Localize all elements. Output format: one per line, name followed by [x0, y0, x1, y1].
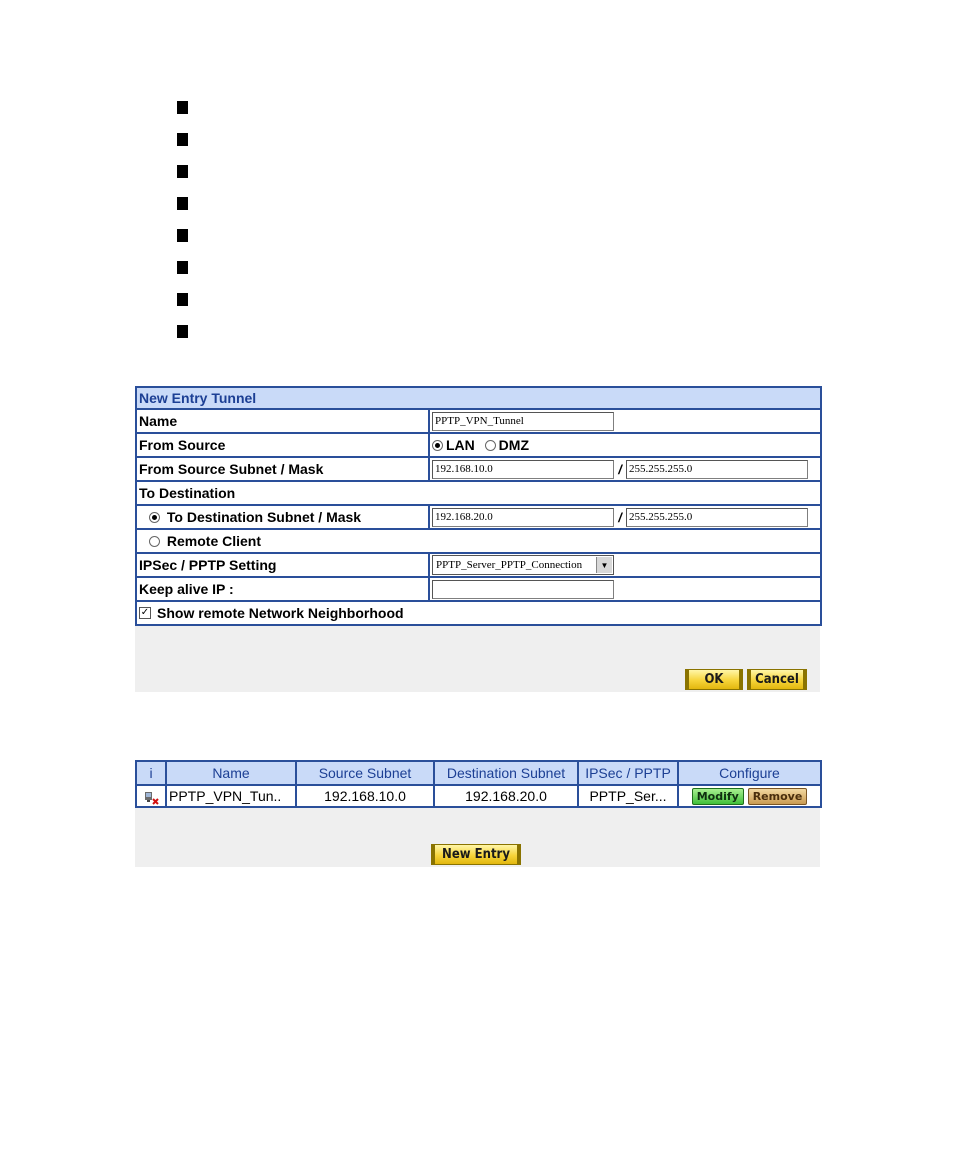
- tunnel-list-table: [135, 760, 822, 808]
- column-header-info: i: [136, 761, 166, 785]
- from-source-cell: [429, 433, 821, 457]
- modify-button[interactable]: Modify: [692, 788, 744, 805]
- ipsec-select[interactable]: [432, 555, 614, 575]
- slash-separator: /: [618, 461, 622, 477]
- bullet-square-icon: [177, 165, 188, 178]
- bullet-square-icon: [177, 133, 188, 146]
- name-cell: [429, 409, 821, 433]
- dest-mask-input[interactable]: 255.255.255.0: [626, 508, 808, 527]
- tunnel-disconnected-icon: [143, 789, 159, 805]
- new-entry-tunnel-panel: [135, 386, 820, 692]
- bullet-square-icon: [177, 325, 188, 338]
- table-header-row: [136, 761, 821, 785]
- tunnel-configure-cell: [678, 785, 821, 807]
- remote-client-label: Remote Client: [166, 533, 262, 549]
- source-subnet-input[interactable]: 192.168.10.0: [432, 460, 614, 479]
- ipsec-label: IPSec / PPTP Setting: [136, 553, 429, 577]
- source-mask-input[interactable]: 255.255.255.0: [626, 460, 808, 479]
- tunnel-source-cell: 192.168.10.0: [296, 785, 434, 807]
- bullet-square-icon: [177, 261, 188, 274]
- bullet-square-icon: [177, 197, 188, 210]
- ipsec-cell: [429, 553, 821, 577]
- tunnel-name-cell: PPTP_VPN_Tun..: [166, 785, 296, 807]
- bullet-square-icon: [177, 229, 188, 242]
- new-entry-button[interactable]: New Entry: [431, 844, 521, 865]
- keepalive-input[interactable]: [432, 580, 614, 599]
- show-neighborhood-label: Show remote Network Neighborhood: [157, 605, 404, 621]
- keepalive-cell: [429, 577, 821, 601]
- dest-subnet-cell: [429, 505, 821, 529]
- from-source-label: From Source: [136, 433, 429, 457]
- bullet-square-icon: [177, 293, 188, 306]
- source-subnet-cell: [429, 457, 821, 481]
- table-row: [136, 785, 821, 807]
- show-neighborhood-checkbox[interactable]: ✓: [140, 607, 150, 619]
- dest-subnet-radio[interactable]: [149, 512, 160, 523]
- column-header-ipsec-pptp: IPSec / PPTP: [578, 761, 678, 785]
- column-header-source-subnet: Source Subnet: [296, 761, 434, 785]
- dest-subnet-label-cell: [136, 505, 429, 529]
- slash-separator: /: [618, 509, 622, 525]
- ipsec-select-value: PPTP_Server_PPTP_Connection: [436, 559, 583, 571]
- dest-subnet-input[interactable]: 192.168.20.0: [432, 508, 614, 527]
- tunnel-list-panel: [135, 760, 820, 867]
- remote-client-radio[interactable]: [149, 536, 160, 547]
- dmz-label: DMZ: [498, 437, 529, 453]
- cancel-button[interactable]: Cancel: [747, 669, 807, 690]
- column-header-destination-subnet: Destination Subnet: [434, 761, 578, 785]
- show-neighborhood-cell: [136, 601, 821, 625]
- source-subnet-label: From Source Subnet / Mask: [136, 457, 429, 481]
- keepalive-label: Keep alive IP :: [136, 577, 429, 601]
- dmz-radio[interactable]: [485, 440, 496, 451]
- remote-client-cell: [136, 529, 821, 553]
- tunnel-status-cell: [136, 785, 166, 807]
- dest-subnet-label: To Destination Subnet / Mask: [166, 509, 362, 525]
- new-entry-tunnel-form: [135, 386, 822, 626]
- bullet-square-icon: [177, 101, 188, 114]
- remove-button[interactable]: Remove: [748, 788, 808, 805]
- form-header: New Entry Tunnel: [136, 387, 821, 409]
- name-input[interactable]: PPTP_VPN_Tunnel: [432, 412, 614, 431]
- tunnel-ipsec-cell: PPTP_Ser...: [578, 785, 678, 807]
- ok-button[interactable]: OK: [685, 669, 743, 690]
- column-header-configure: Configure: [678, 761, 821, 785]
- to-destination-label: To Destination: [136, 481, 821, 505]
- lan-label: LAN: [446, 437, 475, 453]
- tunnel-destination-cell: 192.168.20.0: [434, 785, 578, 807]
- lan-radio[interactable]: [432, 440, 443, 451]
- column-header-name: Name: [166, 761, 296, 785]
- name-label: Name: [136, 409, 429, 433]
- chevron-down-icon[interactable]: ▼: [596, 557, 612, 573]
